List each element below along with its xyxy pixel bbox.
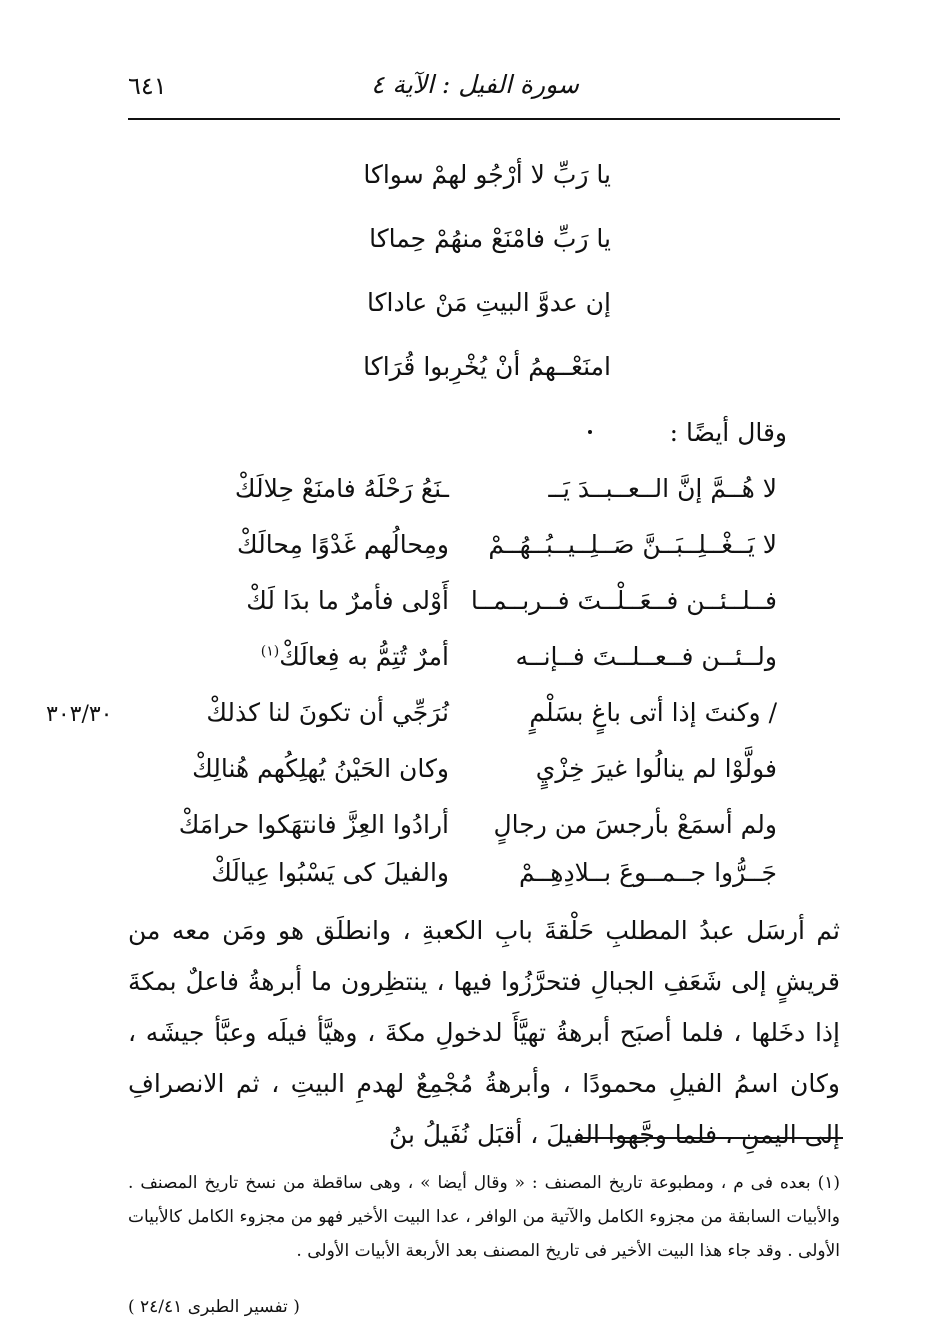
couplet-second-hemistich	[199, 642, 449, 671]
couplet-first-hemistich: فــلــئــن فــعَــلْــتَ فــربــمــا	[470, 586, 777, 615]
footnote-marker: (١)	[260, 643, 280, 660]
couplet-second-hemistich: أَوْلى فأمرٌ ما بدَا لَكْ	[246, 586, 449, 615]
footnote-rule	[575, 1137, 843, 1139]
couplet-second-hemistich: ومِحالُهم غَدْوًا مِحالَكْ	[237, 530, 449, 559]
couplet-first-hemistich: جَــرُّوا جــمــوعَ بــلادِهِــمْ	[519, 858, 777, 887]
couplet-first-hemistich: / وكنتَ إذا أتى باغٍ بسَلْمٍ	[529, 698, 777, 727]
couplet-first-hemistich: ولم أسمَعْ بأرجسَ من رجالٍ	[493, 810, 777, 839]
prose-paragraph: ثم أرسَل عبدُ المطلبِ حَلْقةَ بابِ الكعبةِ ، وانطلَق هو ومَن معه من قريشٍ إلى شَعَفِ الجبالِ فتحرَّزُوا فيها ، ينتظِرون ما أبرهةُ فاعلٌ بمكةَ إذا دخَلها ، فلما أصبَح أبرهةُ تهيَّأَ لدخولِ مكةَ ، وهيَّأ فيلَه وعبَّأ جيشَه ، وكان اسمُ الفيلِ محمودًا ، وأبرهةُ مُجْمِعٌ لهدمِ البيتِ ، ثم الانصرافِ إلى اليمنِ ، فلما وجَّهوا الفيلَ ، أقبَل نُفَيلُ بنُ	[128, 916, 840, 1149]
footnote: (١) بعده فى م ، ومطبوعة تاريخ المصنف : « وقال أيضا » ، وهى ساقطة من نسخ تاريخ المصنف . والأبيات السابقة من مجزوء الكامل والآتية من الوافر ، عدا البيت الأخير فهو من مجزوء الكامل كالأبيات الأولى . وقد جاء هذا البيت الأخير فى تاريخ المصنف بعد الأربعة الأبيات الأولى .	[128, 1173, 840, 1261]
couplet-second-hemistich: وكان الحَيْنُ يُهلِكُهم هُنالِكْ	[192, 754, 449, 783]
couplet-first-hemistich: فولَّوْا لم ينالُوا غيرَ خِزْيٍ	[535, 754, 777, 783]
margin-reference: ٣٠٣/٣٠	[46, 702, 113, 727]
couplet-second-text: أمرٌ تُتِمُّ به فِعالَكْ	[279, 642, 449, 671]
page-footer-reference: ( تفسير الطبرى ٢٤/٤١ )	[128, 1297, 300, 1317]
couplet-second-hemistich: والفيلَ كى يَسْبُوا عِيالَكْ	[211, 858, 449, 887]
couplet-first-hemistich: لا يَــغْــلِــبَــنَّ صَــلِــيــبُــهُــمْ	[488, 530, 777, 559]
ink-dot	[588, 430, 592, 434]
couplet-first-hemistich: ولــئــن فــعــلــتَ فــإنــه	[515, 642, 777, 671]
verse-line: يا رَبِّ فامْنَعْ منهُمْ حِماكا	[369, 224, 611, 253]
header-rule	[128, 118, 840, 120]
verse-line: إن عدوَّ البيتِ مَنْ عاداكا	[367, 288, 611, 317]
running-title: سورة الفيل : الآية ٤	[371, 70, 579, 99]
couplet-second-hemistich: ـنَعُ رَحْلَهُ فامنَعْ حِلالَكْ	[234, 474, 449, 503]
verse-line: امنَعْــهمُ أنْ يُخْرِبوا قُرَاكا	[363, 352, 611, 381]
intro-line: وقال أيضًا :	[669, 418, 787, 447]
verse-line: يا رَبِّ لا أرْجُو لهمْ سواكا	[363, 160, 611, 189]
couplet-second-hemistich: أرادُوا العِزَّ فانتهَكوا حرامَكْ	[178, 810, 449, 839]
couplet-second-hemistich: نُرَجِّي أن تكونَ لنا كذلكْ	[206, 698, 449, 727]
page-number: ٦٤١	[128, 72, 167, 100]
couplet-first-hemistich: لا هُــمَّ إنَّ الــعــبــدَ يَــ	[548, 474, 777, 503]
